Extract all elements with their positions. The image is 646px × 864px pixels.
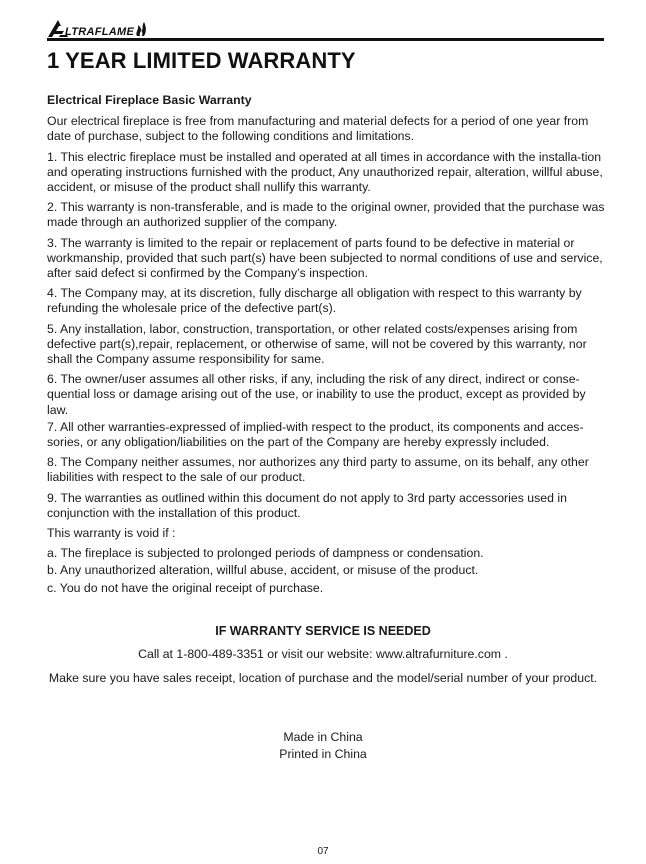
page-number: 07 — [317, 846, 329, 857]
void-conditions-list — [47, 546, 607, 596]
condition-item: 2. This warranty is non-transferable, and is made to the original owner, provided that the purchase was made through an authorized supplier of the company. — [47, 200, 605, 230]
void-item: a. The fireplace is subjected to prolonged periods of dampness or condensation. — [47, 546, 484, 561]
page-header — [47, 14, 604, 40]
condition-item: 5. Any installation, labor, construction, transportation, or other related costs/expenses arising from defective part(s),repair, replacement, or otherwise of same, will not be covered by this warranty, nor shall the Company assume responsibility for same. — [47, 321, 587, 367]
condition-item: 1. This electric fireplace must be installed and operated at all times in accordance with the installa-tion and operating instructions furnished with the product, Any unauthorized repair, alteration, willful abuse, accident, or misuse of the product shall nullify this warranty. — [47, 149, 603, 195]
void-item: b. Any unauthorized alteration, willful abuse, accident, or misuse of the product. — [47, 563, 479, 578]
intro-paragraph: Our electrical fireplace is free from manufacturing and material defects for a period of one year from date of purchase, subject to the following conditions and limitations. — [47, 114, 589, 144]
brand-logo — [47, 16, 147, 38]
condition-item: 4. The Company may, at its discretion, fully discharge all obligation with respect to this warranty by refunding the wholesale price of the defective part(s). — [47, 286, 582, 316]
condition-item: 9. The warranties as outlined within this document do not apply to 3rd party accessories used in conjunction with the installation of this product. — [47, 490, 567, 520]
service-contact: Call at 1-800-489-3351 or visit our website: www.altrafurniture.com . — [138, 647, 508, 661]
made-in-label: Made in China — [283, 730, 363, 744]
warranty-body — [47, 93, 607, 598]
condition-item: 7. All other warranties-expressed of implied-with respect to the product, its components and acces-sories, or any obligation/liabilities on the part of the Company are hereby expressly included. — [47, 419, 584, 450]
flame-mark-icon — [135, 20, 147, 38]
condition-item: 8. The Company neither assumes, nor authorizes any third party to assume, on its behalf, any other liabilities with respect to the sale of our product. — [47, 455, 589, 485]
printed-in-label: Printed in China — [279, 747, 367, 761]
void-item: c. You do not have the original receipt of purchase. — [47, 580, 324, 595]
page-title: 1 YEAR LIMITED WARRANTY — [47, 48, 356, 73]
header-divider — [47, 38, 604, 41]
service-heading: IF WARRANTY SERVICE IS NEEDED — [215, 624, 431, 638]
void-intro: This warranty is void if : — [47, 526, 176, 541]
condition-item: 3. The warranty is limited to the repair or replacement of parts found to be defective in material or workmanship, provided that such part(s) have been subjected to normal conditions of use and service, after said defect si confirmed by the Company’s inspection. — [47, 235, 603, 281]
section-title: Electrical Fireplace Basic Warranty — [47, 93, 252, 107]
condition-item: 6. The owner/user assumes all other risks, if any, including the risk of any direct, indirect or conse-quential loss or damage arising out of the use, or inability to use the product, except as provided by law. — [47, 372, 586, 417]
logo-text: LTRAFLAME — [65, 26, 135, 38]
service-receipt-note: Make sure you have sales receipt, location of purchase and the model/serial number of your product. — [48, 671, 598, 685]
conditions-list — [47, 150, 607, 521]
